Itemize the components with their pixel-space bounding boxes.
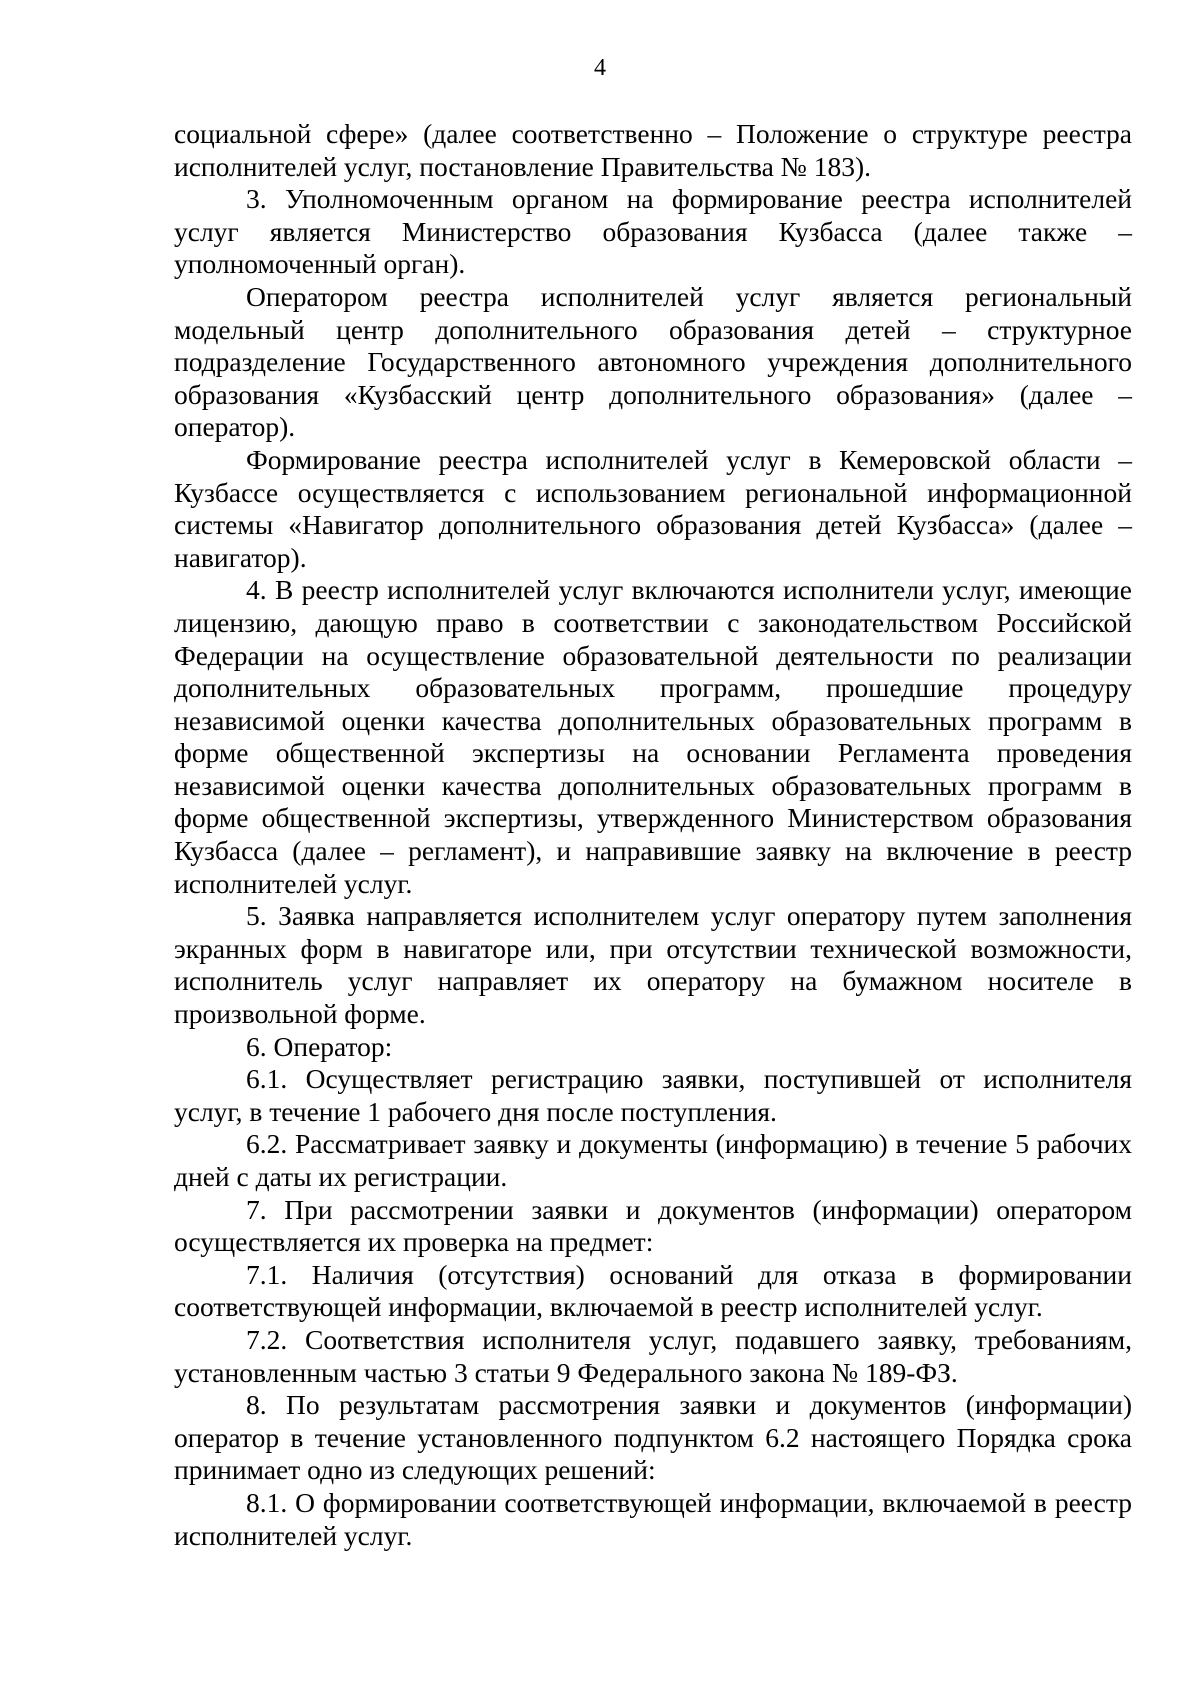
paragraph-item-5: 5. Заявка направляется исполнителем услуг оператору путем заполнения экранных форм в навигаторе или, при отсутствии технической возможности, исполнитель услуг направляет их оператору на бумажном носителе в произвольной форме. xyxy=(174,900,1132,1030)
paragraph-item-7-2: 7.2. Соответствия исполнителя услуг, подавшего заявку, требованиям, установленным частью 3 статьи 9 Федерального закона № 189-ФЗ. xyxy=(174,1323,1132,1388)
paragraph-item-6: 6. Оператор: xyxy=(246,1030,393,1062)
paragraph-registry-formation: Формирование реестра исполнителей услуг в Кемеровской области – Кузбассе осуществляется с использованием региональной информационной системы «Навигатор дополнительного образования детей Кузбасса» (далее – навигатор). xyxy=(174,443,1132,573)
paragraph-item-6-2: 6.2. Рассматривает заявку и документы (информацию) в течение 5 рабочих дней с даты их регистрации. xyxy=(174,1128,1132,1192)
page-number: 4 xyxy=(594,55,606,81)
document-body xyxy=(174,118,1132,1552)
paragraph-item-7-1: 7.1. Наличия (отсутствия) оснований для отказа в формировании соответствующей информации, включаемой в реестр исполнителей услуг. xyxy=(174,1258,1132,1323)
paragraph-item-4: 4. В реестр исполнителей услуг включаются исполнители услуг, имеющие лицензию, дающую право в соответствии с законодательством Российской Федерации на осуществление образовательной деятельности по реализации дополнительных образовательных программ, прошедшие процедуру независимой оценки качества дополнительных образовательных программ в форме общественной экспертизы на основании Регламента проведения независимой оценки качества дополнительных образовательных программ в форме общественной экспертизы, утвержденного Министерством образования Кузбасса (далее – регламент), и направившие заявку на включение в реестр исполнителей услуг. xyxy=(174,574,1132,899)
paragraph-item-8-1: 8.1. О формировании соответствующей информации, включаемой в реестр исполнителей услуг. xyxy=(174,1486,1132,1551)
paragraph-item-6-1: 6.1. Осуществляет регистрацию заявки, поступившей от исполнителя услуг, в течение 1 рабочего дня после поступления. xyxy=(174,1063,1132,1127)
paragraph-operator: Оператором реестра исполнителей услуг является региональный модельный центр дополнительного образования детей – структурное подразделение Государственного автономного учреждения дополнительного образования «Кузбасский центр дополнительного образования» (далее – оператор). xyxy=(174,280,1132,443)
paragraph-item-8: 8. По результатам рассмотрения заявки и документов (информации) оператор в течение установленного подпунктом 6.2 настоящего Порядка срока принимает одно из следующих решений: xyxy=(174,1389,1132,1486)
paragraph-item-3: 3. Уполномоченным органом на формирование реестра исполнителей услуг является Министерство образования Кузбасса (далее также – уполномоченный орган). xyxy=(174,183,1132,280)
paragraph-continuation: социальной сфере» (далее соответственно – Положение о структуре реестра исполнителей услуг, постановление Правительства № 183). xyxy=(174,118,1132,182)
paragraph-item-7: 7. При рассмотрении заявки и документов (информации) оператором осуществляется их проверка на предмет: xyxy=(174,1193,1132,1258)
